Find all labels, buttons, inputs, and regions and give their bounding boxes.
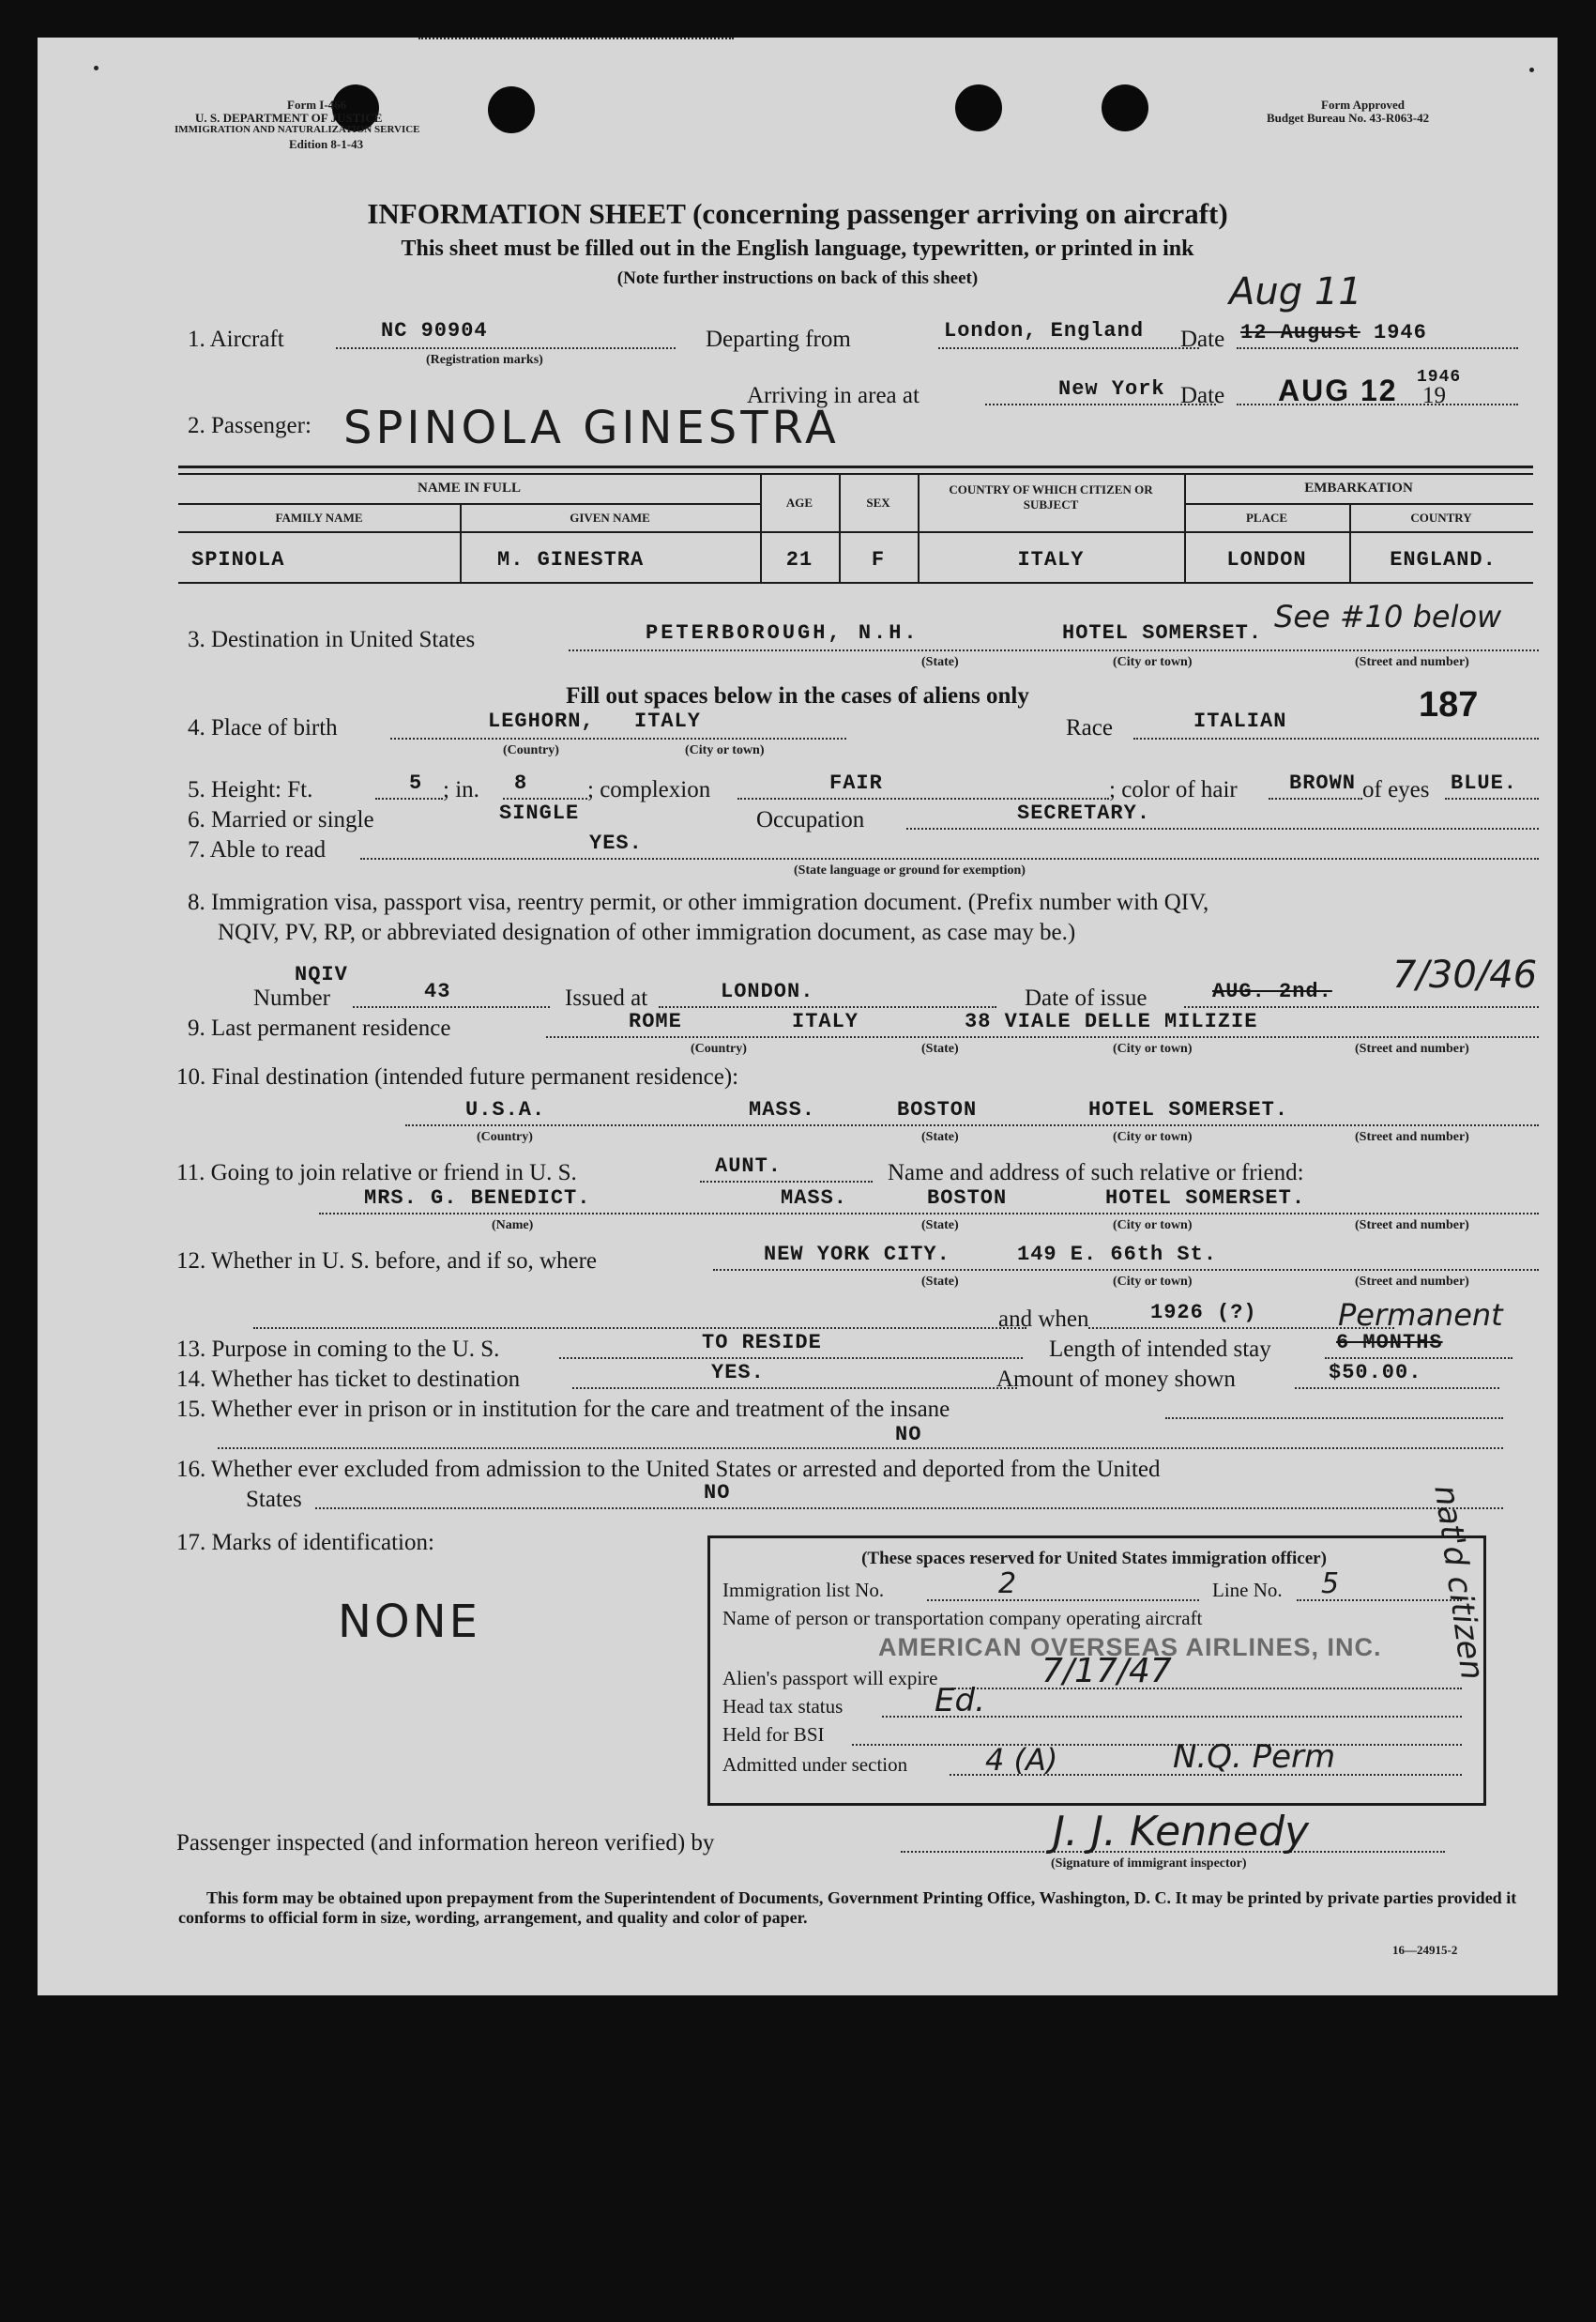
final-country: U.S.A.: [465, 1098, 546, 1122]
ticket-value: YES.: [711, 1361, 765, 1384]
destination-cap-street: (Street and number): [1355, 655, 1469, 669]
final-cap-street: (Street and number): [1355, 1130, 1469, 1144]
head-tax-label: Head tax status: [722, 1695, 844, 1718]
title-note: (Note further instructions on back of this sheet): [616, 268, 979, 288]
residence-label: 9. Last permanent residence: [188, 1016, 451, 1041]
aircraft-value: NC 90904: [381, 319, 488, 343]
purpose-value: TO RESIDE: [702, 1331, 822, 1354]
date-handwritten: Aug 11: [1229, 270, 1362, 313]
form-approved: Form Approved: [1321, 98, 1405, 112]
arriving-value: New York: [1058, 377, 1165, 401]
issue-date-struck: AUG. 2nd.: [1212, 980, 1332, 1003]
prior-visit-street: 149 E. 66th St.: [1017, 1243, 1218, 1266]
department: U. S. DEPARTMENT OF JUSTICE: [195, 111, 383, 125]
read-label: 7. Able to read: [188, 837, 327, 863]
cell-citizen: ITALY: [1017, 548, 1085, 572]
occupation-label: Occupation: [756, 807, 865, 833]
section-label: Admitted under section: [722, 1753, 908, 1776]
destination-handwritten-note: See #10 below: [1274, 599, 1502, 634]
section-extra: N.Q. Perm: [1173, 1738, 1336, 1776]
document-prefix: NQIV: [295, 963, 348, 986]
col-place: PLACE: [1245, 511, 1288, 525]
line-no-label: Line No.: [1212, 1579, 1283, 1601]
prior-cap-city: (City or town): [1113, 1275, 1193, 1289]
destination-label: 3. Destination in United States: [188, 627, 476, 652]
date-struck: 12 August: [1240, 321, 1360, 344]
relative-cap-street: (Street and number): [1355, 1218, 1469, 1232]
officer-heading: (These spaces reserved for United States immigration officer): [861, 1549, 1327, 1568]
final-cap-state: (State): [921, 1130, 959, 1144]
residence-cap-street: (Street and number): [1355, 1042, 1469, 1056]
excluded-value: NO: [704, 1481, 731, 1505]
edition: Edition 8-1-43: [289, 137, 364, 151]
marks-handwritten: NONE: [338, 1596, 480, 1648]
destination-cap-city: (City or town): [1113, 655, 1193, 669]
final-cap-city: (City or town): [1113, 1130, 1193, 1144]
stay-struck: 6 MONTHS: [1336, 1331, 1443, 1354]
relative-city: BOSTON: [927, 1186, 1008, 1210]
occupation-value: SECRETARY.: [1017, 802, 1151, 825]
money-label: Amount of money shown: [996, 1367, 1236, 1392]
prior-visit-where: NEW YORK CITY.: [764, 1243, 950, 1266]
company-label: Name of person or transportation company operating aircraft: [722, 1607, 1203, 1629]
signature-caption: (Signature of immigrant inspector): [1051, 1856, 1247, 1871]
aircraft-label: 1. Aircraft: [188, 327, 284, 352]
passenger-label: 2. Passenger:: [188, 413, 312, 438]
col-citizen: COUNTRY OF WHICH CITIZEN OR SUBJECT: [949, 482, 1153, 512]
passport-value: 7/17/47: [1041, 1652, 1172, 1690]
cell-place: LONDON: [1226, 548, 1307, 572]
insane-value: NO: [895, 1423, 922, 1446]
date-label: Date: [1180, 327, 1225, 352]
inspection-label: Passenger inspected (and information hereon verified) by: [176, 1830, 715, 1856]
height-label: 5. Height: Ft.: [188, 777, 313, 802]
col-given-name: GIVEN NAME: [570, 511, 650, 525]
number-label: Number: [253, 985, 330, 1011]
residence-cap-country: (Country): [691, 1042, 747, 1056]
col-age: AGE: [785, 496, 813, 510]
passenger-handwritten: SPINOLA GINESTRA: [343, 402, 840, 454]
arriving-label: Arriving in area at: [747, 383, 920, 408]
head-tax-value: Ed.: [935, 1682, 985, 1719]
line-no-value: 5: [1321, 1567, 1340, 1600]
col-country: COUNTRY: [1410, 511, 1472, 525]
excluded-label-line1: 16. Whether ever excluded from admission to the United States or arrested and deported from the United: [176, 1457, 1161, 1482]
stay-handwritten: Permanent: [1338, 1297, 1503, 1333]
arrival-year-stamp: 1946: [1417, 368, 1462, 387]
final-destination-label: 10. Final destination (intended future permanent residence):: [176, 1064, 739, 1090]
arrival-year-prefix: 19: [1422, 383, 1446, 408]
punch-hole: [488, 86, 535, 133]
join-label: 11. Going to join relative or friend in U. S.: [176, 1160, 577, 1185]
prior-cap-state: (State): [921, 1275, 959, 1289]
dot-mark: [94, 66, 99, 70]
birthplace-country: LEGHORN,: [488, 710, 595, 733]
cell-country: ENGLAND.: [1390, 548, 1497, 572]
final-street: HOTEL SOMERSET.: [1088, 1098, 1289, 1122]
punch-hole: [1102, 84, 1148, 131]
race-label: Race: [1066, 715, 1113, 741]
race-value: ITALIAN: [1193, 710, 1287, 733]
destination-cap-state: (State): [921, 655, 959, 669]
insane-label: 15. Whether ever in prison or in institution for the care and treatment of the insane: [176, 1397, 950, 1422]
issue-date-handwritten: 7/30/46: [1392, 954, 1538, 997]
birthplace-city: ITALY: [634, 710, 702, 733]
final-city: BOSTON: [897, 1098, 978, 1122]
col-sex: SEX: [866, 496, 890, 510]
prior-cap-street: (Street and number): [1355, 1275, 1469, 1289]
relative-name-label: Name and address of such relative or friend:: [888, 1160, 1304, 1185]
section-value: 4 (A): [985, 1742, 1058, 1778]
birthplace-cap-city: (City or town): [685, 743, 765, 757]
cell-given: M. GINESTRA: [497, 548, 645, 572]
list-no-value: 2: [998, 1567, 1017, 1600]
item8-line2: NQIV, PV, RP, or abbreviated designation of other immigration document, as case may be.): [218, 920, 1076, 945]
reg-caption: (Registration marks): [426, 353, 543, 367]
final-state: MASS.: [749, 1098, 816, 1122]
arrival-date-stamp: AUG 12: [1278, 374, 1398, 407]
destination-state: PETERBOROUGH, N.H.: [646, 621, 920, 645]
handwritten-187: 187: [1419, 685, 1479, 725]
punch-hole: [955, 84, 1002, 131]
service: IMMIGRATION AND NATURALIZATION SERVICE: [175, 124, 420, 135]
ticket-label: 14. Whether has ticket to destination: [176, 1367, 521, 1392]
passport-label: Alien's passport will expire: [722, 1667, 938, 1689]
subtitle: This sheet must be filled out in the English language, typewritten, or printed in ink: [401, 237, 1194, 261]
form-sheet: [38, 38, 1558, 1995]
relative-street: HOTEL SOMERSET.: [1105, 1186, 1306, 1210]
inspector-signature: J. J. Kennedy: [1053, 1808, 1310, 1856]
read-value: YES.: [589, 832, 643, 855]
relative-cap-state: (State): [921, 1218, 959, 1232]
relative-state: MASS.: [781, 1186, 848, 1210]
col-family-name: FAMILY NAME: [275, 511, 363, 525]
item8-line1: 8. Immigration visa, passport visa, reentry permit, or other immigration document. (Prefix number with QIV,: [188, 890, 1209, 915]
marital-value: SINGLE: [499, 802, 580, 825]
read-caption: (State language or ground for exemption): [794, 863, 1026, 878]
aliens-heading: Fill out spaces below in the cases of aliens only: [566, 683, 1029, 709]
eyes-label: of eyes: [1362, 777, 1430, 802]
issued-value: LONDON.: [721, 980, 814, 1003]
hair-value: BROWN: [1289, 771, 1357, 795]
col-embarkation: EMBARKATION: [1304, 481, 1413, 496]
budget-bureau: Budget Bureau No. 43-R063-42: [1267, 111, 1430, 125]
company-stamp: AMERICAN OVERSEAS AIRLINES, INC.: [878, 1633, 1382, 1661]
residence-state: ITALY: [792, 1010, 859, 1033]
purpose-label: 13. Purpose in coming to the U. S.: [176, 1337, 500, 1362]
margin-handwriting: nat'd citizen: [1426, 1483, 1492, 1683]
relative-cap-city: (City or town): [1113, 1218, 1193, 1232]
relative-name: MRS. G. BENEDICT.: [364, 1186, 591, 1210]
birthplace-label: 4. Place of birth: [188, 715, 338, 741]
residence-cap-city: (City or town): [1113, 1042, 1193, 1056]
date-year: 1946: [1374, 321, 1427, 344]
hair-label: ; color of hair: [1109, 777, 1238, 802]
excluded-label-line2: States: [246, 1487, 302, 1512]
bsi-label: Held for BSI: [722, 1723, 825, 1746]
cell-age: 21: [785, 548, 813, 572]
cell-family: SPINOLA: [191, 548, 285, 572]
complexion-label: ; complexion: [587, 777, 711, 802]
join-relation: AUNT.: [715, 1154, 783, 1178]
departing-label: Departing from: [706, 327, 851, 352]
when-label: and when: [998, 1306, 1089, 1332]
form-number: Form I-466: [287, 98, 347, 112]
stay-label: Length of intended stay: [1049, 1337, 1271, 1362]
when-value: 1926 (?): [1150, 1301, 1257, 1324]
cell-sex: F: [871, 548, 886, 572]
destination-street: HOTEL SOMERSET.: [1062, 621, 1263, 645]
birthplace-cap-country: (Country): [503, 743, 559, 757]
col-name-in-full: NAME IN FULL: [417, 481, 521, 496]
inches-label: ; in.: [443, 777, 479, 802]
height-inches: 8: [514, 771, 528, 795]
title: INFORMATION SHEET (concerning passenger arriving on aircraft): [367, 197, 1228, 230]
relative-cap-name: (Name): [492, 1218, 534, 1232]
dot-mark: [1529, 68, 1534, 72]
residence-cap-state: (State): [921, 1042, 959, 1056]
eyes-value: BLUE.: [1451, 771, 1518, 795]
money-value: $50.00.: [1329, 1361, 1422, 1384]
height-feet: 5: [409, 771, 423, 795]
complexion-value: FAIR: [829, 771, 883, 795]
issue-date-label: Date of issue: [1025, 985, 1148, 1011]
departing-value: London, England: [944, 319, 1145, 343]
final-cap-country: (Country): [477, 1130, 533, 1144]
marks-label: 17. Marks of identification:: [176, 1530, 434, 1555]
issued-label: Issued at: [565, 985, 648, 1011]
residence-street: 38 VIALE DELLE MILIZIE: [965, 1010, 1258, 1033]
prior-visit-label: 12. Whether in U. S. before, and if so, where: [176, 1248, 598, 1274]
footer-code: 16—24915-2: [1392, 1943, 1458, 1957]
document-number: 43: [424, 980, 451, 1003]
list-no-label: Immigration list No.: [722, 1579, 885, 1601]
residence-country: ROME: [629, 1010, 682, 1033]
arrival-date-label: Date: [1180, 383, 1225, 408]
footer-text: This form may be obtained upon prepayment from the Superintendent of Documents, Government Printing Office, Washington, D. C. It may be printed by private parties provided it conforms to official form in size, wording, arrangement, and quality and color of paper.: [178, 1888, 1517, 1927]
marital-label: 6. Married or single: [188, 807, 374, 833]
